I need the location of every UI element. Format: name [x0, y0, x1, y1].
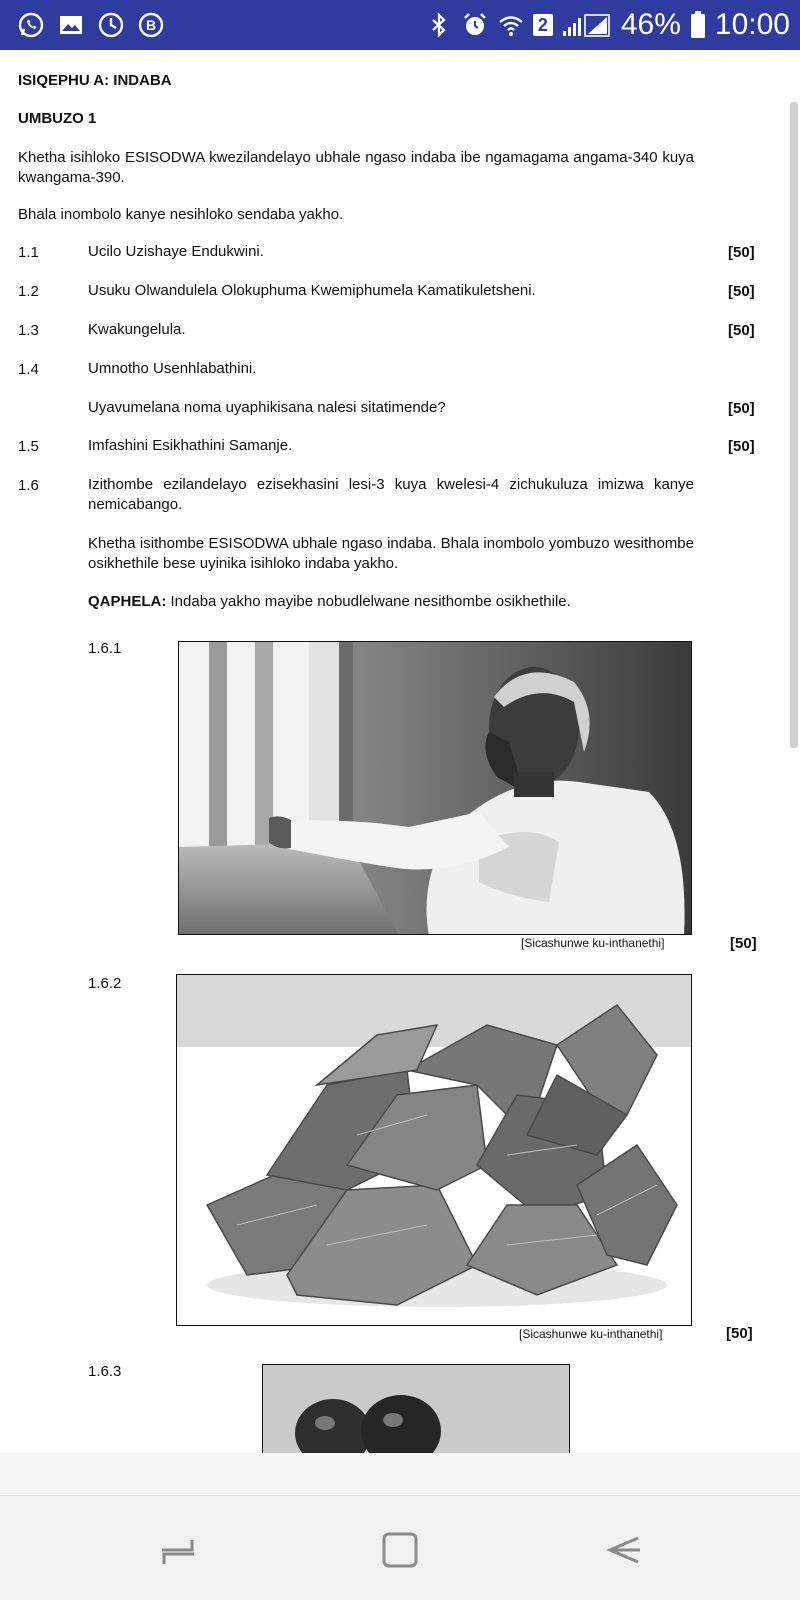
back-icon	[602, 1528, 646, 1572]
question-number: 1.1	[18, 244, 39, 261]
clock-icon	[96, 10, 126, 40]
battery-icon	[689, 10, 707, 40]
note-text: Indaba yakho mayibe nobudlelwane nesithombe osikhethile.	[166, 593, 571, 610]
intro-paragraph: Khetha isihloko ESISODWA kwezilandelayo ubhale ngaso indaba ibe ngamagama angama-340 kuya kwangama-390.	[18, 149, 694, 186]
picture-mark: [50]	[730, 935, 757, 952]
svg-text:B: B	[145, 17, 157, 33]
section-heading: ISIQEPHU A: INDABA	[18, 72, 172, 89]
bluetooth-icon	[425, 10, 453, 40]
question-text: Kwakungelula.	[88, 321, 186, 338]
question-instruction: Khetha isithombe ESISODWA ubhale ngaso indaba. Bhala inombolo yombuzo wesithombe osikhethile bese uyinika isihloko indaba yakho.	[88, 535, 694, 572]
status-bar	[0, 0, 800, 50]
question-mark: [50]	[728, 438, 755, 455]
gallery-icon	[56, 10, 86, 40]
navigation-bar	[0, 1495, 800, 1600]
clock-time: 10:00	[714, 8, 790, 41]
question-number: 1.6	[18, 477, 39, 494]
question-number: 1.5	[18, 438, 39, 455]
question-number: 1.3	[18, 322, 39, 339]
wifi-icon	[497, 10, 525, 40]
note-label: QAPHELA:	[88, 593, 167, 610]
recent-apps-icon	[156, 1528, 200, 1572]
picture-number: 1.6.2	[88, 975, 122, 992]
question-mark: [50]	[728, 283, 755, 300]
question-subtext: Uyavumelana noma uyaphikisana nalesi sitatimende?	[88, 399, 446, 416]
question-text: Usuku Olwandulela Olokuphuma Kwemiphumela Kamatikuletsheni.	[88, 282, 536, 299]
signal-icon	[561, 10, 613, 40]
home-icon	[378, 1528, 422, 1572]
question-text: Izithombe ezilandelayo ezisekhasini lesi-3 kuya kwelesi-4 zichukuluza imizwa kanye nemicabango.	[88, 476, 694, 513]
question-mark: [50]	[728, 244, 755, 261]
whatsapp-icon	[16, 10, 46, 40]
question-text: Imfashini Esikhathini Samanje.	[88, 437, 293, 454]
instruction-paragraph: Bhala inombolo kanye nesihloko sendaba yakho.	[18, 206, 344, 223]
question-mark: [50]	[728, 400, 755, 417]
question-text: Ucilo Uzishaye Endukwini.	[88, 243, 264, 260]
scrollbar[interactable]	[790, 102, 798, 748]
picture-number: 1.6.1	[88, 640, 122, 657]
back-button[interactable]	[600, 1526, 648, 1574]
alarm-icon	[461, 10, 489, 40]
question-mark: [50]	[728, 322, 755, 339]
photo-pile-of-rocks	[176, 974, 692, 1326]
recent-apps-button[interactable]	[154, 1526, 202, 1574]
photo-credit: [Sicashunwe ku-inthanethi]	[521, 936, 665, 950]
battery-percent: 46%	[620, 8, 681, 41]
question-number: 1.4	[18, 361, 39, 378]
document-viewer[interactable]	[0, 50, 800, 1453]
photo-partial	[262, 1364, 570, 1453]
viewer-bottom-strip	[0, 1453, 800, 1495]
picture-mark: [50]	[726, 1325, 753, 1342]
home-button[interactable]	[376, 1526, 424, 1574]
question-note	[88, 592, 694, 612]
sim-badge: 2	[533, 14, 553, 36]
picture-number: 1.6.3	[88, 1363, 122, 1380]
photo-man-at-window	[178, 641, 692, 935]
question-heading: UMBUZO 1	[18, 110, 97, 127]
question-text: Umnotho Usenhlabathini.	[88, 360, 257, 377]
question-number: 1.2	[18, 283, 39, 300]
photo-credit: [Sicashunwe ku-inthanethi]	[519, 1327, 663, 1341]
b-icon	[136, 10, 166, 40]
